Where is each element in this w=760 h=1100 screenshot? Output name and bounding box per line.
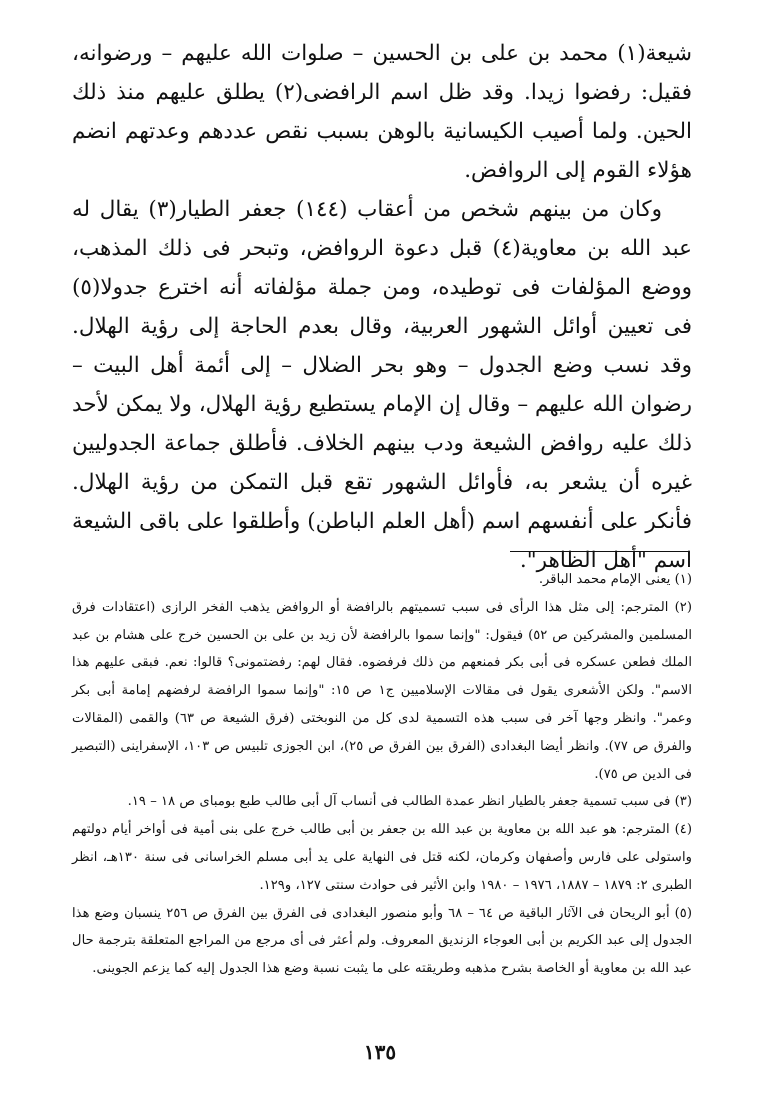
footnote-5: (٥) أبو الريحان فى الآثار الباقية ص ٦٤ – ٦٨ وأبو منصور البغدادى فى الفرق بين الفرق ص ٢٥٦ ينسبان وضع هذا الجدول إلى عبد الكريم بن أبى العوجاء الزنديق المعروف. ولم أعثر فى أى مرجع من المراجع المتعلقة بترجمة حال عبد الله بن معاوية أو الخاصة بشرح مذهبه وطريقته على ما يثبت نسبة وضع هذا الجدول إليه كما يزعم الجوينى. [72,905,693,977]
paragraph-2: وكان من بينهم شخص من أعقاب (١٤٤) جعفر الطيار(٣) يقال له عبد الله بن معاوية(٤) قبل دعوة الروافض، وتبحر فى ذلك المذهب، ووضع المؤلفات فى توطيده، ومن جملة مؤلفاته أنه اخترع جدولا(٥) فى تعيين أوائل الشهور العربية، وقال بعدم الحاجة إلى رؤية الهلال. وقد نسب وضع الجدول – وهو بحر الضلال – إلى أئمة أهل البيت – رضوان الله عليهم – وقال إن الإمام يستطيع رؤية الهلال، ولا يمكن لأحد ذلك عليه روافض الشيعة ودب بينهم الخلاف. فأطلق جماعة الجدوليين غيره أن يشعر به، فأوائل الشهور تقع قبل التمكن من رؤية الهلال. فأنكر على أنفسهم اسم (أهل العلم الباطن) وأطلقوا على باقى الشيعة اسم "أهل الظاهر". [72,197,692,573]
footnote-3: (٣) فى سبب تسمية جعفر بالطيار انظر عمدة الطالب فى أنساب آل أبى طالب طبع بومباى ص ١٨ – ١٩. [127,794,692,810]
main-text [72,34,692,580]
footnote-4: (٤) المترجم: هو عبد الله بن معاوية بن عبد الله بن جعفر بن أبى طالب خرج على بنى أمية فى أواخر أيام دولتهم واستولى على فارس وأصفهان وكرمان، لكنه قتل فى النهاية على يد أبى مسلم الخراسانى فى سنة ١٣٠هـ، انظر الطبرى ٢: ١٨٧٩ – ١٨٨٧، ١٩٧٦ – ١٩٨٠ وابن الأثير فى حوادث سنتى ١٢٧، و١٢٩. [72,822,692,893]
footnotes [72,566,692,983]
footnote-2: (٢) المترجم: إلى مثل هذا الرأى فى سبب تسميتهم بالرافضة أو الروافض يذهب الفخر الرازى (اعتقادات فرق المسلمين والمشركين ص ٥٢) فيقول: "وإنما سموا بالرافضة لأن زيد بن على بن الحسين خرج على هشام بن عبد الملك فطعن عسكره فى أبى بكر فمنعهم من ذلك فرفضوه. فقال لهم: رفضتمونى؟ قالوا: نعم. فبقى عليهم هذا الاسم". ولكن الأشعرى يقول فى مقالات الإسلاميين ج١ ص ١٥: "وإنما سموا الرافضة لرفضهم إمامة أبى بكر وعمر". وانظر وجها آخر فى سبب هذه التسمية لدى كل من النوبختى (فرق الشيعة ص ٦٣) والقمى (المقالات والفرق ص ٧٧). وانظر أيضا البغدادى (الفرق بين الفرق ص ٢٥)، ابن الجوزى تلبيس ص ١٠٣، الإسفراينى (التبصير فى الدين ص ٧٥). [72,599,693,782]
page-number: ١٣٥ [363,1040,397,1064]
footnote-separator [510,551,688,552]
footnote-1: (١) يعنى الإمام محمد الباقر. [538,572,692,587]
paragraph-1: شيعة(١) محمد بن على بن الحسين – صلوات الله عليهم – ورضوانه، فقيل: رفضوا زيدا. وقد ظل اسم الرافضى(٢) يطلق عليهم منذ ذلك الحين. ولما أصيب الكيسانية بالوهن بسبب نقص عددهم وعدتهم انضم هؤلاء القوم إلى الروافض. [72,41,692,183]
